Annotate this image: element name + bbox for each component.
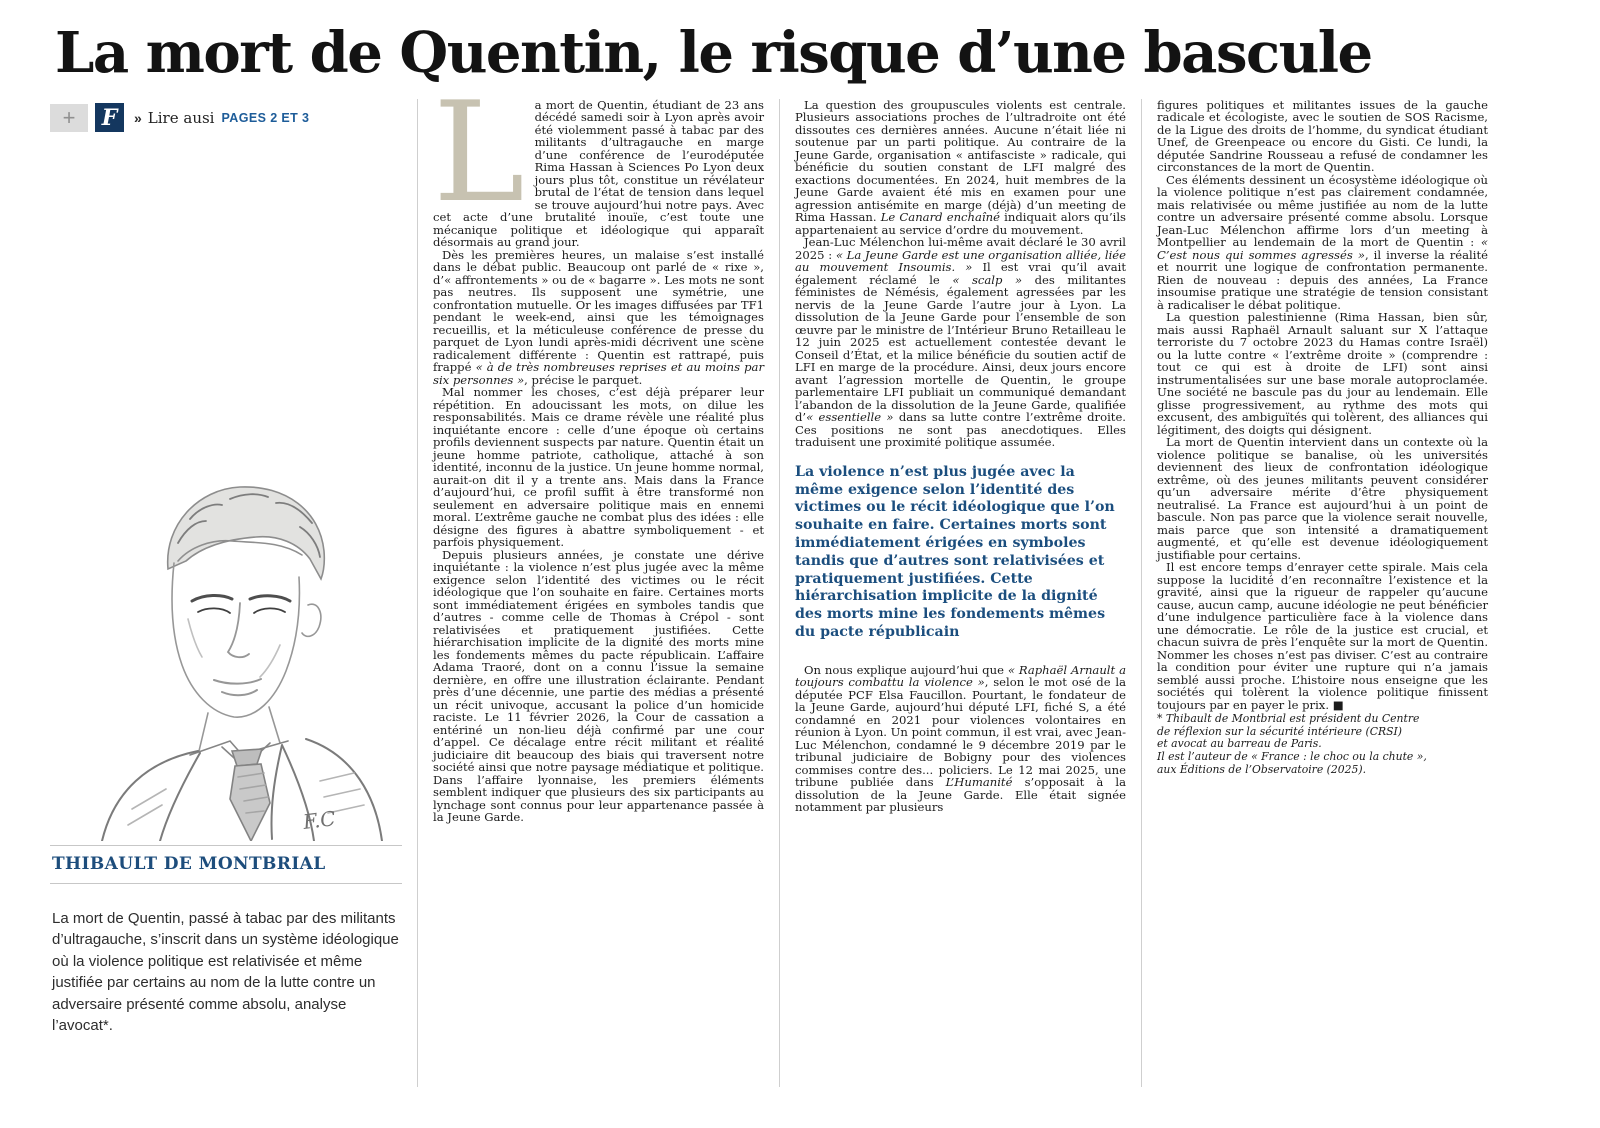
- paragraph-group-bottom: [795, 664, 1126, 814]
- article-paragraph: Jean-Luc Mélenchon lui-même avait déclaré le 30 avril 2025 : « La Jeune Garde est une organisation alliée, liée au mouvement Insoumis. » Il est vrai qu’il avait également réclamé le « scalp » des militantes féministes de Némésis, également agressées par les nervis de la Jeune Garde l’autre jour à Lyon. La dissolution de la Jeune Garde pour l’ensemble de son œuvre par le ministre de l’Intérieur Bruno Retailleau le 12 juin 2025 est actuellement contestée devant le Conseil d’État, et la milice bénéficie du soutien actif de LFI en marge de la procédure. Ainsi, deux jours encore avant l’agression mortelle de Quentin, le groupe parlementaire LFI publiait un communiqué demandant l’abandon de la dissolution de la Jeune Garde, qualifiée d’« essentielle » dans sa lutte contre l’extrême droite. Ces positions ne sont pas anecdotiques. Elles traduisent une proximité politique assumée.: [795, 235, 1126, 450]
- portrait-sketch: [72, 449, 384, 841]
- article-column-3: [1141, 99, 1488, 1087]
- drop-cap: L: [433, 71, 525, 233]
- author-footnote: * Thibault de Montbrial est président du Centre de réflexion sur la sécurité intérieure (CRSI) et avocat au barreau de Paris. Il est l’auteur de « France : le choc ou la chute », aux Éditions de l’Observatoire (2025).: [1157, 712, 1427, 776]
- headline: La mort de Quentin, le risque d’une bascule: [55, 20, 1372, 86]
- paragraph-group: [1157, 99, 1488, 712]
- article-paragraph: On nous explique aujourd’hui que « Raphaël Arnault a toujours combattu la violence », selon le mot osé de la députée PCF Elsa Faucillon. Pourtant, le fondateur de la Jeune Garde, aujourd’hui député LFI, fiché S, a été condamné en 2021 pour violences volontaires en réunion à Lyon. Un point commun, il est vrai, avec Jean-Luc Mélenchon, condamné le 9 décembre 2019 par le tribunal judiciaire de Bobigny pour des violences commises contre des... policiers. Le 12 mai 2025, une tribune publiée dans L’Humanité s’opposait à la dissolution de la Jeune Garde. Elle était signée notamment par plusieurs: [795, 662, 1126, 815]
- figaro-logo-icon: F: [95, 103, 124, 132]
- article-paragraph: Dès les premières heures, un malaise s’est installé dans le débat public. Beaucoup ont parlé de « rixe », d’« affrontements » ou de « bagarre ». Les mots ne sont pas neutres. Ils supposent une symétrie, une confrontation mutuelle. Or les images diffusées par TF1 pendant le week-end, ainsi que les témoignages recueillis, et la méticuleuse conférence de presse du parquet de Lyon lundi après-midi décrivent une scène radicalement différente : Quentin est rattrapé, puis frappé « à de très nombreuses reprises et au moins par six personnes », précise le parquet.: [433, 247, 765, 387]
- author-name: THIBAULT DE MONTBRIAL: [52, 853, 326, 874]
- paragraph-group-top: [795, 99, 1126, 449]
- read-also-bar: [50, 103, 402, 133]
- read-also-label: Lire ausi: [147, 108, 215, 127]
- article-body: [50, 71, 1600, 1087]
- article-paragraph: Depuis plusieurs années, je constate une dérive inquiétante : la violence n’est plus jugée avec la même exigence selon l’identité des victimes ou le récit idéologique que l’on souhaite en faire. Certaines morts sont immédiatement érigées en symboles tandis que d’autres - comme celle de Thomas à Crépol - sont relativisées et pratiquement justifiées. Cette hiérarchisation implicite de la dignité des morts mine les fondements mêmes du pacte républicain. L’affaire Adama Traoré, dont on a connu l’issue la semaine dernière, en offre une illustration éclairante. Pendant près d’une décennie, une partie des médias a présenté un récit univoque, accusant la police d’un homicide raciste. Le 11 février 2026, la Cour de cassation a entériné un non-lieu déjà confirmé par une cour d’appel. Ce décalage entre récit militant et réalité judiciaire dit beaucoup des biais qui traversent notre société ainsi que notre paysage médiatique et politique. Dans l’affaire lyonnaise, les premiers éléments semblent indiquer que plusieurs des six participants au lynchage sont connus pour leur appartenance passée à la Jeune Garde.: [433, 547, 764, 825]
- article-paragraph: La mort de Quentin intervient dans un contexte où la violence politique se banalise, où les universités deviennent des lieux de confrontation idéologique extrême, où des jeunes militants peuvent considérer qu’un adversaire mérite d’être physiquement neutralisé. La France est aujourd’hui à un point de bascule. Non pas parce que la violence serait nouvelle, mais parce que son intensité a dramatiquement augmenté, et qu’elle est devenue idéologiquement justifiable pour certains.: [1157, 435, 1488, 562]
- article-paragraph: figures politiques et militantes issues de la gauche radicale et écologiste, avec le soutien de SOS Racisme, de la Ligue des droits de l’homme, du syndicat étudiant Unef, de Greenpeace ou encore du Gisti. Ce lundi, la députée Sandrine Rousseau a refusé de condamner les circonstances de la mort de Quentin.: [1157, 97, 1488, 175]
- article-column-2: [779, 99, 1126, 1087]
- author-portrait: [72, 449, 384, 841]
- sidebar: [50, 99, 402, 1087]
- author-block: [50, 845, 402, 884]
- article-paragraph: La question palestinienne (Rima Hassan, bien sûr, mais aussi Raphaël Arnault saluant sur X l’attaque terroriste du 7 octobre 2023 du Hamas contre Israël) ou la lutte contre « l’extrême droite » (comprendre : tout ce qui est à droite de LFI) sont ainsi instrumentalisées sur une base morale autoproclamée. Une société ne bascule pas du jour au lendemain. Elle glisse progressivement, au rythme des mots qui excusent, des ambiguïtés qui tolèrent, des alliances qui légitiment, des doigts qui désignent.: [1157, 310, 1488, 437]
- plus-icon[interactable]: +: [50, 104, 88, 132]
- chevrons-icon: »: [134, 109, 142, 126]
- article-paragraph: La question des groupuscules violents est centrale. Plusieurs associations proches de l’ultradroite ont été dissoutes ces dernières années. Aucune n’était liée ni soutenue par un parti politique. Au contraire de la Jeune Garde, organisation « antifasciste » radicale, qui bénéficie du soutien constant de LFI malgré des exactions documentées. En 2024, huit membres de la Jeune Garde avaient été mis en examen pour une agression antisémite en marge (déjà) d’un meeting de Rima Hassan. Le Canard enchaîné indiquait alors qu’ils appartenaient au service d’ordre du mouvement.: [795, 97, 1127, 237]
- pages-link[interactable]: PAGES 2 ET 3: [221, 110, 310, 125]
- portrait-signature: F.C: [301, 805, 337, 834]
- article-standfirst: La mort de Quentin, passé à tabac par des militants d’ultragauche, s’inscrit dans un système idéologique où la violence politique est relativisée et même justifiée par certains au nom de la lutte contre un adversaire présenté comme absolu, analyse l’avocat*.: [52, 909, 399, 1035]
- article-paragraph: Ces éléments dessinent un écosystème idéologique où la violence politique n’est pas clairement condamnée, mais relativisée ou même justifiée au nom de la lutte contre un adversaire présenté comme absolu. Lorsque Jean-Luc Mélenchon affirme lors d’un meeting à Montpellier au lendemain de la mort de Quentin : « C’est nous qui sommes agressés », il inverse la réalité et nourrit une logique de confrontation permanente. Rien de nouveau : depuis des années, La France insoumise pratique une stratégie de tension consistant à radicaliser le débat politique.: [1157, 172, 1488, 312]
- rule-bottom: [50, 883, 402, 884]
- article-paragraph: Il est encore temps d’enrayer cette spirale. Mais cela suppose la lucidité d’en reconnaître l’existence et la gravité, ainsi que la rigueur de rappeler qu’aucune cause, aucun camp, aucune idéologie ne peut bénéficier d’une indulgence particulière face à la violence dans une démocratie. Le rôle de la justice est crucial, et chacun suivra de près l’enquête sur la mort de Quentin. Nommer les choses n’est pas diviser. C’est au contraire la condition pour éviter une rupture qui n’a jamais semblé aussi proche. L’histoire nous enseigne que les sociétés qui tolèrent la violence politique finissent toujours par en payer le prix. ■: [1157, 560, 1488, 712]
- pull-quote: La violence n’est plus jugée avec la même exigence selon l’identité des victimes ou le récit idéologique que l’on souhaite en faire. Certaines morts sont immédiatement érigées en symboles tandis que d’autres sont relativisées et pratiquement justifiées. Cette hiérarchisation implicite de la dignité des morts mine les fondements mêmes du pacte républicain: [795, 463, 1115, 640]
- article-paragraph: Mal nommer les choses, c’est déjà préparer leur répétition. En adoucissant les mots, on dilue les responsabilités. Mais ce drame révèle une réalité plus inquiétante encore : celle d’une époque où certains profils deviennent suspects par nature. Quentin était un jeune homme patriote, catholique, attaché à son identité, inconnu de la justice. Un jeune homme normal, aurait-on dit il y a trente ans. Mais dans la France d’aujourd’hui, ce profil suffit à être transformé non seulement en adversaire politique mais en ennemi moral. L’extrême gauche ne combat plus des idées : elle désigne des figures à abattre symboliquement - et parfois physiquement.: [433, 385, 764, 550]
- article-column-1: [417, 71, 765, 1087]
- article-paragraph: La mort de Quentin, étudiant de 23 ans décédé samedi soir à Lyon après avoir été violemment passé à tabac par des militants d’ultragauche en marge d’une conférence de l’eurodéputée Rima Hassan à Sciences Po Lyon deux jours plus tôt, constitue un révélateur brutal de l’état de tension dans lequel se trouve aujourd’hui notre pays. Avec cet acte d’une brutalité inouïe, c’est toute une mécanique politique et idéologique qui apparaît désormais au grand jour.: [433, 71, 764, 250]
